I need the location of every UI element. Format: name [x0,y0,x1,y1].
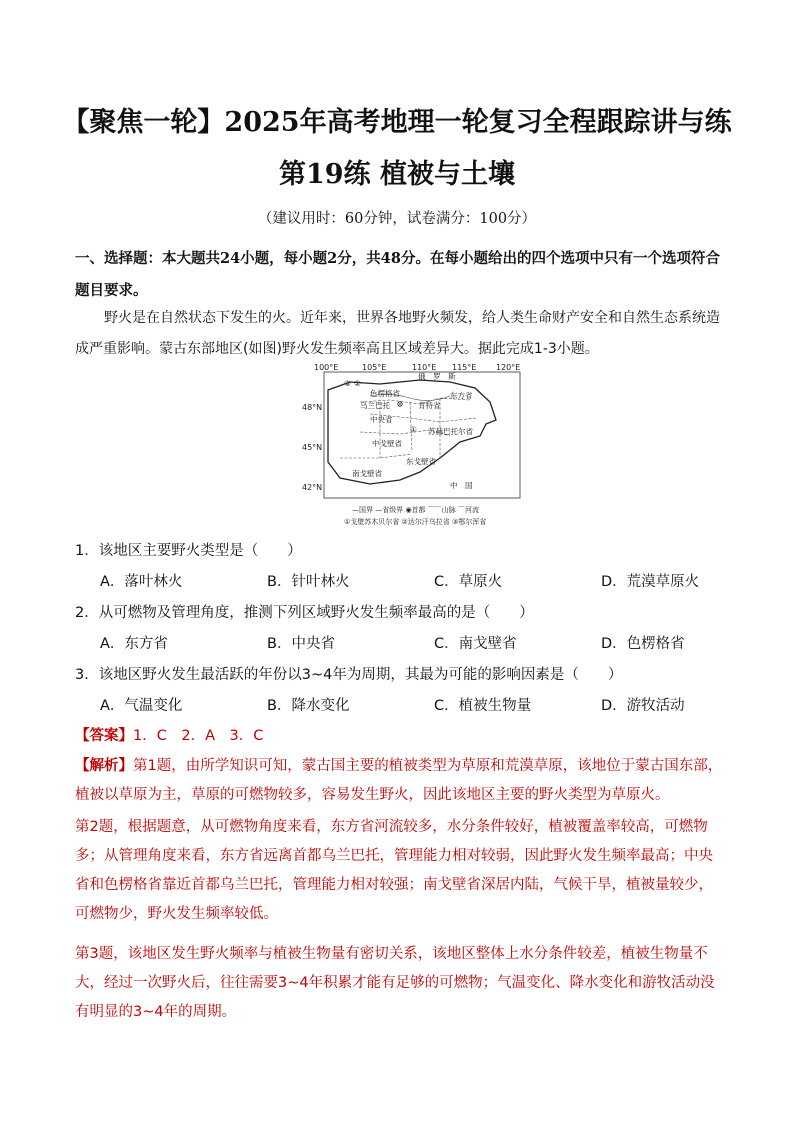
label-tov: 中央省 [370,415,393,424]
explanation-p3: 第3题，该地区发生野火频率与植被生物量有密切关系，该地区整体上水分条件较差，植被生物量不大，经过一次野火后，往往需要3~4年积累才能有足够的可燃物；气温变化、降水变化和游牧活动没有明显的3~4年的周期。 [75,946,715,1020]
explanation-p2: 第2题，根据题意，从可燃物角度来看，东方省河流较多，水分条件较好，植被覆盖率较高，可燃物多；从管理角度来看，东方省远离首都乌兰巴托，管理能力相对较弱，因此野火发生频率最高；中央省和色楞格省靠近首都乌兰巴托，管理能力相对较强；南戈壁省深居内陆，气候干旱，植被量较少，可燃物少，野火发生频率较低。 [75,819,713,922]
explanation-label: 【解析】 [75,758,133,774]
section-instructions [75,243,725,307]
lat-label-48: 48°N [302,403,323,412]
label-dornod: 东方省 [450,391,473,400]
answer-line [75,724,263,745]
map-frame [324,372,520,498]
marker-1: ① [410,425,417,434]
q3-option-d: D．游牧活动 [601,698,685,714]
lon-label-110: 110°E [412,363,437,372]
label-ulaanbaatar: 乌兰巴托 [360,401,390,410]
q1-option-a: A．落叶林火 [100,574,183,590]
label-omnogovi: 南戈壁省 [352,469,382,478]
lat-label-45: 45°N [302,443,323,452]
q2-option-b: B．中央省 [267,636,335,652]
q1-option-d: D．荒漠草原火 [601,574,700,590]
label-china: 中 国 [450,481,473,490]
q2-option-a: A．东方省 [100,636,168,652]
q2-option-d: D．色楞格省 [601,636,685,652]
marker-3: ③ [344,379,351,388]
q3-option-b: B．降水变化 [267,698,350,714]
section-text: 本大题共24小题，每小题2分，共48分。在每小题给出的四个选项中只有一个选项符合题目要求。 [75,250,720,299]
label-khentii: 肯特省 [418,401,441,410]
q3-option-c: C．植被生物量 [434,698,532,714]
map-legend-notes: ①戈壁苏木贝尔省 ②达尔汗乌拉省 ③鄂尔浑省 [344,518,487,526]
label-dundgovi: 中戈壁省 [372,439,402,448]
label-sukhbaatar: 苏赫巴托尔省 [428,427,473,436]
capital-dot-icon [399,403,401,405]
question-3-stem: 3．该地区野火发生最活跃的年份以3~4年为周期，其最为可能的影响因素是（ ） [75,667,623,683]
reading-passage: 野火是在自然状态下发生的火。近年来，世界各地野火频发，给人类生命财产安全和自然生态系统造成严重影响。蒙古东部地区(如图)野火发生频率高且区域差异大。据此完成1-3小题。 [75,310,720,357]
map-legend: —国界 —省级界 ◉首都 ⌒⌒山脉 ⌒河流 [352,506,480,514]
document-title: 【聚焦一轮】2025年高考地理一轮复习全程跟踪讲与练 [62,107,732,138]
answer-label: 【答案】 [75,728,133,744]
lon-label-105: 105°E [362,363,387,372]
q1-option-b: B．针叶林火 [267,574,350,590]
section-label: 一、选择题： [75,250,162,267]
lon-label-120: 120°E [496,363,521,372]
lon-label-115: 115°E [452,363,477,372]
label-selenge: 色楞格省 [370,389,400,398]
answer-text: 1．C 2．A 3．C [133,728,264,744]
explanation-p1 [75,752,727,810]
label-russia: 俄 罗 斯 [418,372,456,381]
q3-option-a: A．气温变化 [100,698,183,714]
marker-2: ② [354,379,361,388]
document-subtitle: 第19练 植被与土壤 [279,159,515,190]
label-dornogovi: 东戈壁省 [406,457,436,466]
time-note: （建议用时：60分钟，试卷满分：100分） [257,211,537,227]
question-1-stem: 1．该地区主要野火类型是（ ） [75,543,302,559]
lat-label-42: 42°N [302,483,323,492]
explanation-p1-text: 第1题，由所学知识可知，蒙古国主要的植被类型为草原和荒漠草原，该地位于蒙古国东部，植被以草原为主，草原的可燃物较多，容易发生野火，因此该地区主要的野火类型为草原火。 [75,758,723,803]
q1-option-c: C．草原火 [434,574,503,590]
mongolia-map [300,362,530,532]
question-2-stem: 2．从可燃物及管理角度，推测下列区域野火发生频率最高的是（ ） [75,605,534,621]
q2-option-c: C．南戈壁省 [434,636,517,652]
lon-label-100: 100°E [314,363,339,372]
